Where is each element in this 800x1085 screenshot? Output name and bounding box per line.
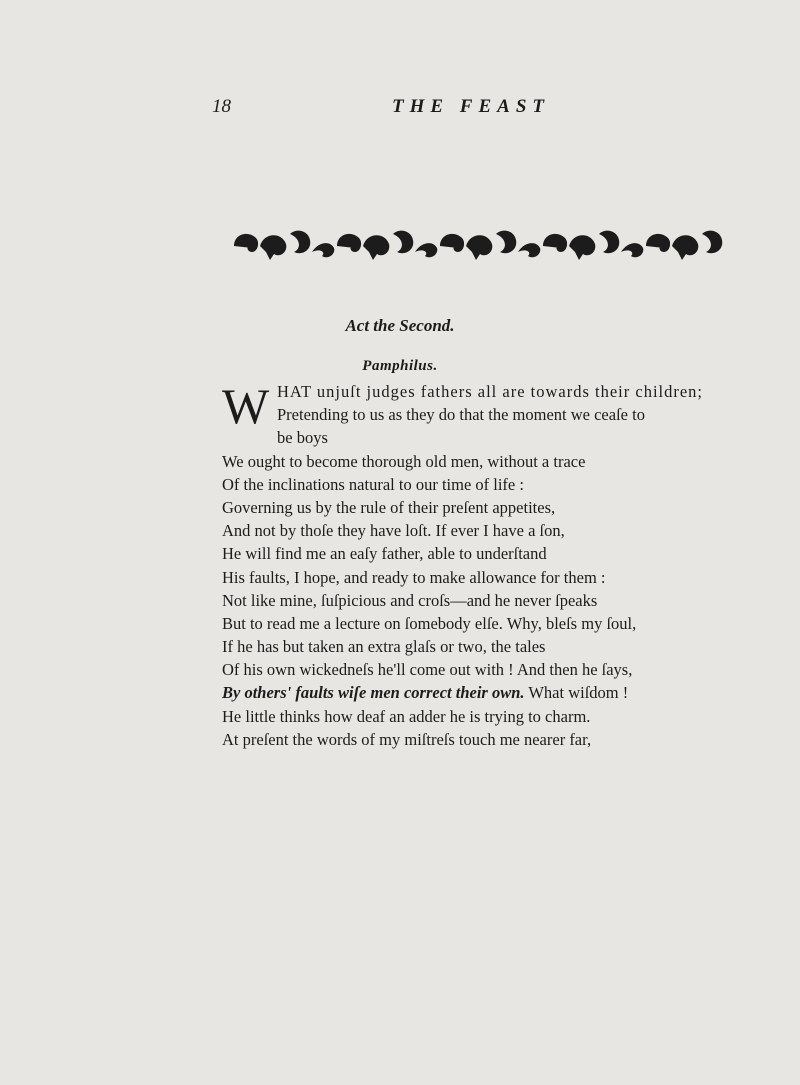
- verse-line: We ought to become thorough old men, without a trace: [222, 451, 586, 471]
- verse-line: Of his own wickedneſs he'll come out with ! And then he ſays,: [222, 660, 633, 680]
- verse-line: Of the inclinations natural to our time of life :: [222, 474, 524, 494]
- verse-line: If he has but taken an extra glaſs or two, the tales: [222, 637, 546, 657]
- verse-line: Not like mine, ſuſpicious and croſs—and he never ſpeaks: [222, 590, 598, 610]
- verse-line: At preſent the words of my miſtreſs touch me nearer far,: [222, 729, 592, 749]
- running-head: THE FEAST: [392, 96, 550, 117]
- verse-line: But to read me a lecture on ſomebody elſe. Why, bleſs my ſoul,: [222, 613, 637, 633]
- verse-line: be boys: [277, 428, 328, 448]
- speaker-name: Pamphilus.: [362, 358, 438, 374]
- verse-text: [222, 380, 797, 751]
- verse-line: He will find me an eaſy father, able to underſtand: [222, 544, 547, 564]
- verse-line: His faults, I hope, and ready to make allowance for them :: [222, 567, 606, 587]
- drop-cap: W: [222, 378, 270, 434]
- page-number: 18: [212, 96, 231, 117]
- verse-line: And not by thoſe they have loſt. If ever I have a ſon,: [222, 521, 565, 541]
- verse-line: By others' faults wiſe men correct their own. What wiſdom !: [222, 683, 629, 703]
- verse-line: HAT unjuſt judges fathers all are towards their children;: [277, 382, 704, 401]
- verse-line: He little thinks how deaf an adder he is trying to charm.: [222, 706, 591, 726]
- italic-quotation: By others' faults wiſe men correct their own.: [222, 683, 525, 703]
- ornamental-border-icon: [230, 222, 735, 266]
- verse-line: Pretending to us as they do that the moment we ceaſe to: [277, 405, 645, 425]
- act-heading: Act the Second.: [345, 316, 455, 335]
- verse-line: Governing us by the rule of their preſent appetites,: [222, 497, 556, 517]
